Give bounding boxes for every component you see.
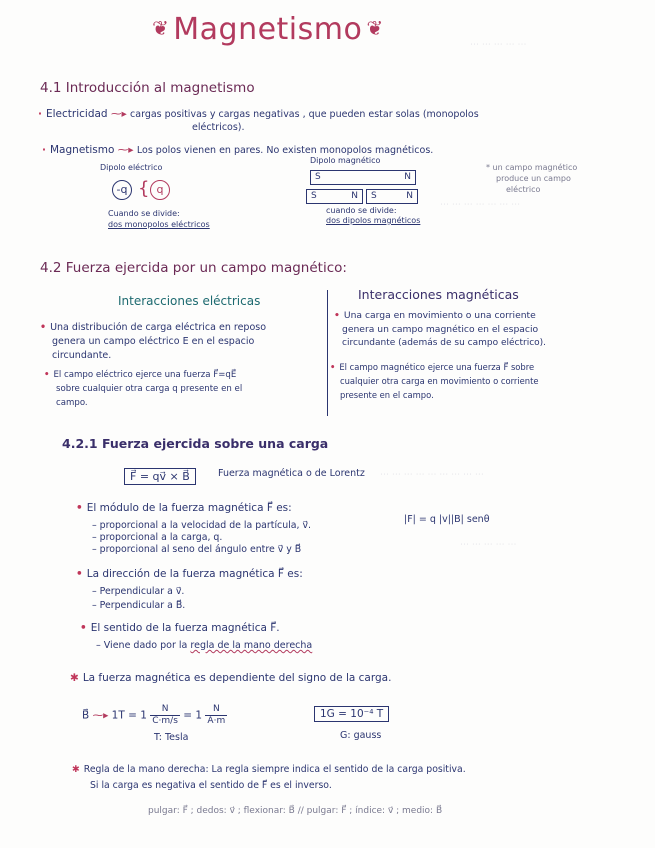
electric-divide-result [108, 220, 210, 229]
rule-line-3: pulgar: F⃗ ; dedos: v⃗ ; flexionar: B⃗ // pulgar: F⃗ ; índice: v⃗ ; medio: B⃗ [148, 806, 443, 816]
section-4-2-heading: 4.2 Fuerza ejercida por un campo magnético: [40, 260, 347, 276]
electricity-text-cont: eléctricos). [192, 122, 245, 133]
bullet-icon: • [330, 362, 336, 372]
magnetism-line [42, 144, 433, 156]
left-bullet-1-text: Una distribución de carga eléctrica en reposo [50, 322, 267, 333]
wave-arrow-icon: ⁓▸ [117, 144, 137, 156]
positive-charge: q [150, 180, 170, 200]
bleed-through-text: ⋯ ⋯ ⋯ ⋯ ⋯ [460, 540, 517, 550]
column-divider [327, 290, 328, 416]
section-4-2-1-heading: 4.2.1 Fuerza ejercida sobre una carga [62, 436, 329, 451]
side-note-2: produce un campo [496, 174, 571, 183]
tesla-label: T: Tesla [154, 732, 189, 743]
split-magnet-left [306, 189, 363, 204]
electric-divide-result-text: dos monopolos eléctricos [108, 220, 210, 229]
left-bullet-2-cont2: campo. [56, 398, 88, 408]
wave-arrow-icon: ⁓▸ [92, 709, 112, 722]
right-bullet-1-cont2: circundante (además de su campo eléctrico). [342, 338, 547, 348]
section-4-1-heading: 4.1 Introducción al magnetismo [40, 80, 255, 96]
bleed-through-text: ⋯ ⋯ ⋯ ⋯ ⋯ [470, 40, 527, 50]
pole-n: N [406, 191, 413, 201]
split-magnet-right [366, 189, 418, 204]
left-bullet-1-cont: genera un campo eléctrico E en el espacio [52, 336, 255, 347]
pole-n: N [404, 172, 411, 182]
tesla-fraction-1 [150, 704, 180, 727]
bar-magnet [310, 170, 416, 185]
modulus-item-2: – proporcional a la carga, q. [92, 532, 223, 543]
magnetic-interactions-title: Interacciones magnéticas [358, 287, 519, 302]
flourish-icon: ❦ [152, 16, 170, 40]
wave-arrow-icon: ⁓▸ [110, 108, 131, 120]
right-bullet-2-cont: cualquier otra carga en movimiento o corriente [340, 376, 539, 386]
right-bullet-2-text: El campo magnético ejerce una fuerza F⃗ sobre [339, 362, 535, 372]
fraction-denominator: A·m [207, 716, 226, 726]
bullet-icon: • [76, 568, 83, 580]
magnetic-divide-result [326, 216, 420, 225]
tesla-eq-2: = 1 [183, 709, 203, 722]
left-bullet-2-cont: sobre cualquier otra carga q presente en el [56, 384, 243, 394]
magnetism-text: Los polos vienen en pares. No existen monopolos magnéticos. [136, 145, 434, 156]
modulus-item-3: – proporcional al seno del ángulo entre v⃗ y B⃗ [92, 544, 302, 555]
flourish-icon: ❦ [366, 16, 384, 40]
side-note-3: eléctrico [506, 185, 541, 194]
right-hand-rule-link: regla de la mano derecha [190, 640, 313, 651]
rule-line-2: Si la carga es negativa el sentido de F⃗ es el inverso. [90, 780, 332, 791]
direction-title [76, 568, 303, 580]
right-bullet-2 [330, 362, 534, 372]
b-symbol: B⃗ [82, 709, 90, 722]
right-bullet-1 [334, 310, 536, 321]
modulus-title-text: El módulo de la fuerza magnética F⃗ es: [86, 502, 292, 514]
page-title-text: Magnetismo [173, 12, 363, 47]
electricity-line [38, 108, 479, 120]
asterisk-icon: ✱ [72, 764, 80, 775]
side-note-1: * un campo magnético [486, 163, 578, 172]
electric-divide-label: Cuando se divide: [108, 209, 180, 218]
right-bullet-1-cont: genera un campo magnético en el espacio [342, 324, 539, 335]
units-line [82, 704, 227, 727]
sign-note [70, 672, 391, 684]
direction-item-2: – Perpendicular a B⃗. [92, 600, 186, 611]
magnetic-dipole-label: Dipolo magnético [310, 156, 381, 165]
bullet-icon: · [42, 144, 46, 156]
electricity-label: Electricidad [46, 108, 108, 120]
direction-item-1: – Perpendicular a v⃗. [92, 586, 185, 597]
fraction-numerator: N [150, 704, 180, 716]
left-bullet-1 [40, 322, 266, 333]
sense-item-1-text: – Viene dado por la [96, 640, 191, 651]
right-bullet-2-cont2: presente en el campo. [340, 390, 434, 400]
fraction-numerator: N [205, 704, 227, 716]
pole-s: S [371, 191, 377, 201]
modulus-title [76, 502, 292, 514]
electric-interactions-title: Interacciones eléctricas [118, 294, 261, 308]
pole-s: S [311, 191, 317, 201]
left-bullet-2-text: El campo eléctrico ejerce una fuerza F⃗=qE⃗ [53, 370, 237, 380]
fraction-denominator: C·m/s [152, 716, 178, 726]
gauss-formula: 1G = 10⁻⁴ T [314, 706, 389, 722]
magnetic-divide-label: cuando se divide: [326, 206, 397, 215]
lorentz-formula: F⃗ = qv⃗ × B⃗ [124, 468, 196, 485]
rule-line-1 [72, 764, 466, 775]
bullet-icon: • [80, 622, 87, 634]
negative-charge: -q [112, 180, 132, 200]
direction-title-text: La dirección de la fuerza magnética F⃗ es: [86, 568, 303, 580]
magnetic-divide-result-text: dos dipolos magnéticos [326, 216, 421, 225]
tesla-fraction-2 [205, 704, 227, 727]
asterisk-icon: ✱ [70, 672, 79, 684]
page-title [148, 12, 388, 47]
bullet-icon: • [334, 310, 340, 321]
electric-dipole-label: Dipolo eléctrico [100, 163, 163, 172]
pole-n: N [351, 191, 358, 201]
pole-s: S [315, 172, 321, 182]
bullet-icon: • [76, 502, 83, 514]
lorentz-description: Fuerza magnética o de Lorentz [218, 468, 365, 479]
bullet-icon: · [38, 108, 42, 120]
bullet-icon: • [44, 370, 50, 380]
bullet-icon: • [40, 322, 47, 333]
bleed-through-text: ⋯ ⋯ ⋯ ⋯ ⋯ ⋯ ⋯ [440, 200, 521, 210]
sense-item-1 [96, 640, 312, 651]
modulus-formula: |F| = q |v||B| senθ [404, 514, 490, 525]
right-bullet-1-text: Una carga en movimiento o una corriente [343, 310, 536, 321]
rule-line-1-text: Regla de la mano derecha: La regla siempre indica el sentido de la carga positiva. [83, 764, 466, 775]
electricity-text: cargas positivas y cargas negativas , que pueden estar solas (monopolos [130, 109, 479, 120]
tesla-eq-1: 1T = 1 [111, 709, 147, 722]
gauss-label: G: gauss [340, 730, 382, 741]
left-bullet-1-cont2: circundante. [52, 350, 112, 361]
sign-note-text: La fuerza magnética es dependiente del signo de la carga. [82, 672, 392, 684]
left-bullet-2 [44, 370, 236, 380]
sense-title-text: El sentido de la fuerza magnética F⃗. [90, 622, 280, 634]
split-brace-icon: { [138, 178, 150, 199]
sense-title [80, 622, 280, 634]
bleed-through-text: ⋯ ⋯ ⋯ ⋯ ⋯ ⋯ ⋯ ⋯ ⋯ [380, 470, 484, 480]
magnetism-label: Magnetismo [50, 144, 115, 156]
modulus-item-1: – proporcional a la velocidad de la partícula, v⃗. [92, 520, 311, 531]
